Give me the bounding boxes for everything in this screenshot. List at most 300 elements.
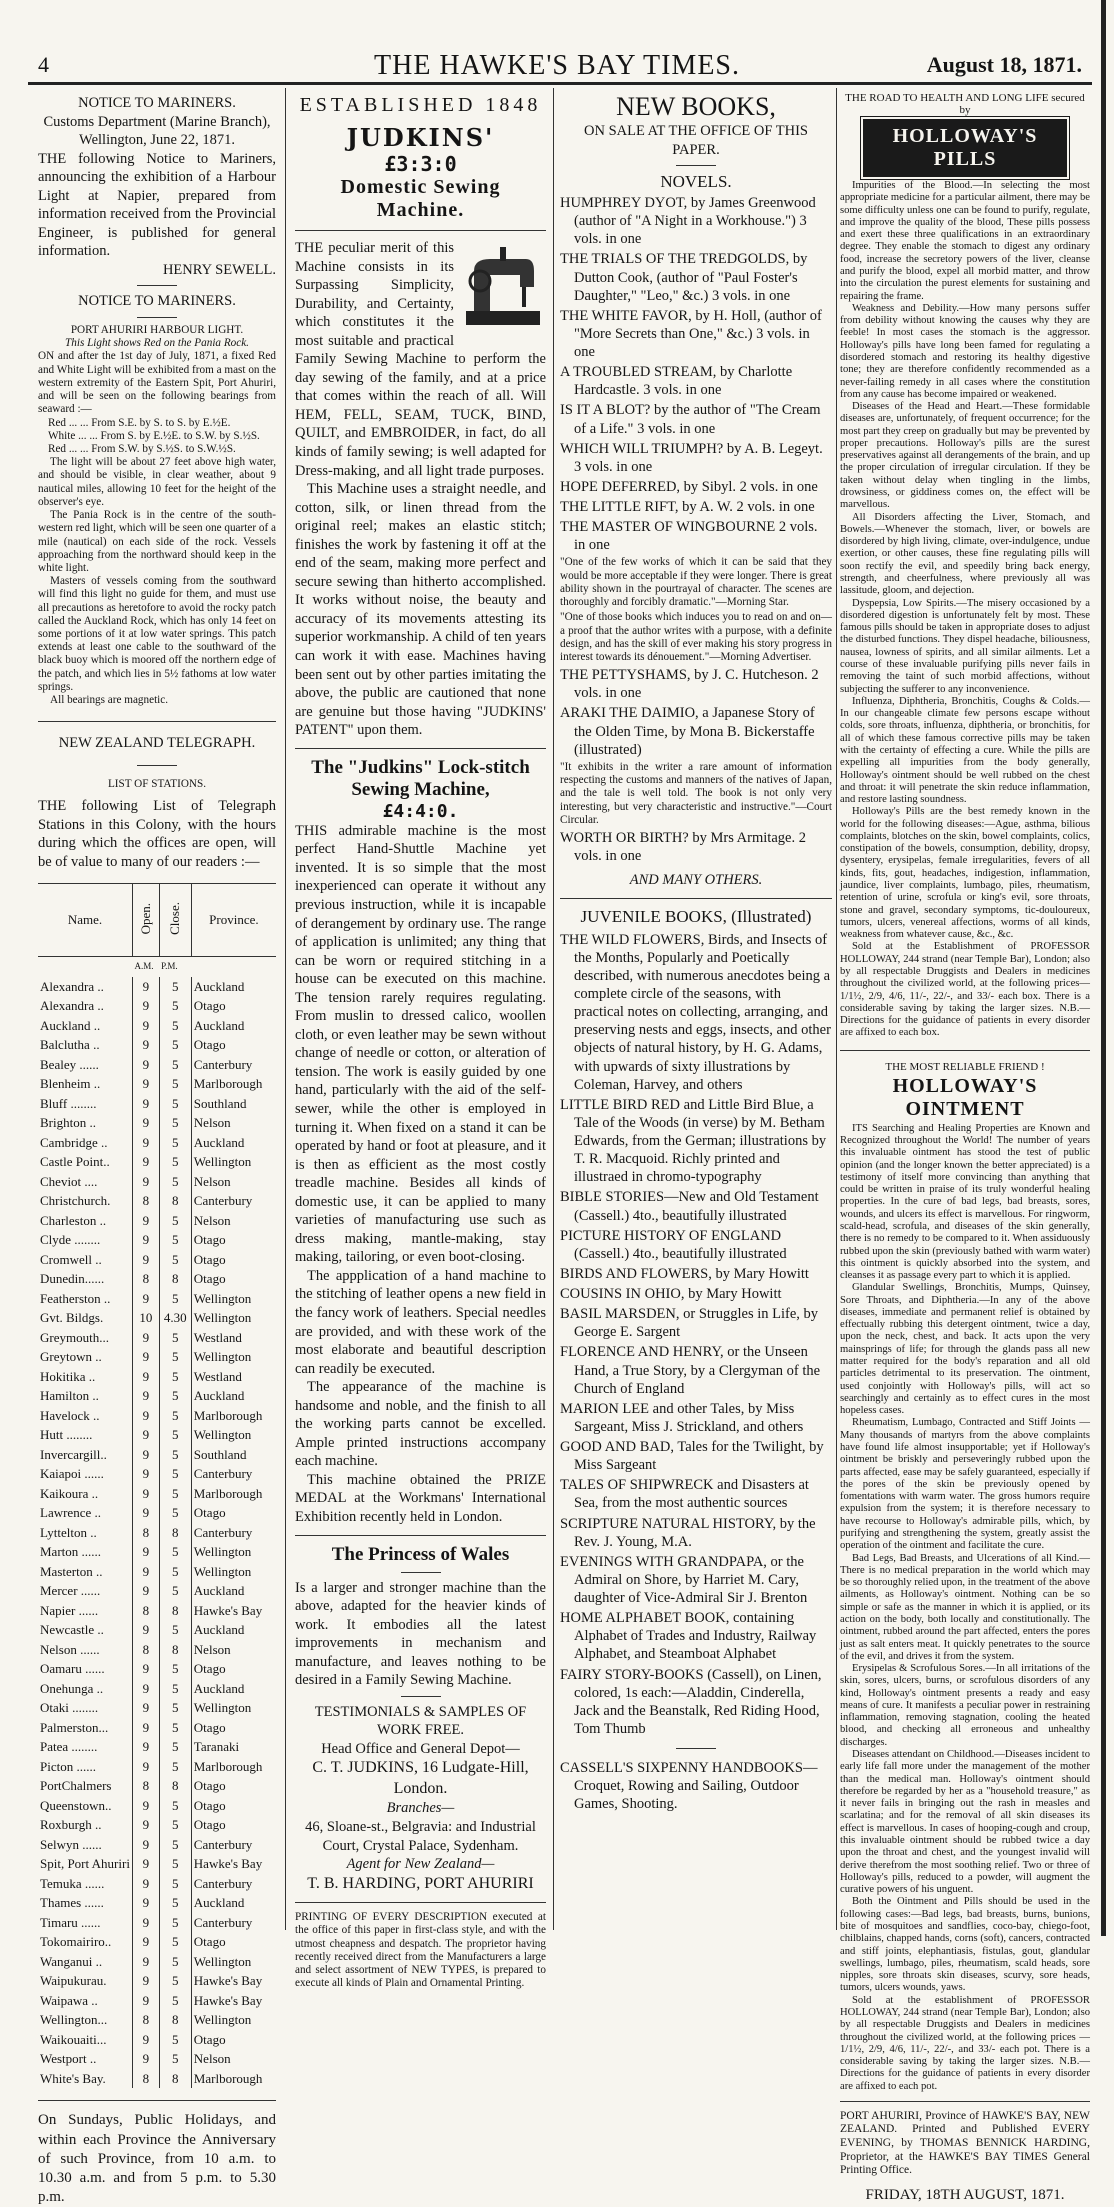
notice2-subtitle: PORT AHURIRI HARBOUR LIGHT. [70,324,244,337]
open-hour: 9 [133,1425,160,1445]
table-row [38,1133,276,1153]
close-hour: 5 [159,1133,191,1153]
close-hour: 5 [159,1796,191,1816]
province: Otago [191,1230,276,1250]
divider [295,1535,546,1536]
notice2-position: This Light shows Red on the Pania Rock. [65,337,249,350]
province: Southland [191,1094,276,1114]
table-row [38,1269,276,1289]
juvenile-item: LITTLE BIRD RED and Little Bird Blue, a Tale of the Woods (in verse) by M. Betham Edwards, from the German; illustrations by T. R. Macquoid. Richly printed and illustraed in chromo-typography [560,1096,827,1186]
juvenile-item: BIRDS AND FLOWERS, by Mary Howitt [560,1265,809,1282]
table-row [38,1776,276,1796]
station-name: Auckland .. [40,1017,101,1033]
divider [295,230,546,231]
station-name: Temuka ...... [40,1875,105,1891]
province: Auckland [191,1893,276,1913]
close-hour: 5 [159,1737,191,1757]
table-row [38,1952,276,1972]
close-hour: 5 [159,1074,191,1094]
open-hour: 10 [133,1308,160,1328]
juvenile-item: BASIL MARSDEN, or Struggles in Life, by George E. Sargent [560,1306,819,1341]
station-name: Hutt ........ [40,1427,93,1443]
masthead: THE HAWKE'S BAY TIMES. [374,50,740,81]
close-hour: 5 [159,1620,191,1640]
testimonials: TESTIMONIALS & SAMPLES OF WORK FREE. [314,1703,527,1739]
novel-item: THE LITTLE RIFT, by A. W. 2 vols. in one [560,499,815,516]
close-hour: 5 [159,1971,191,1991]
station-name: Marton ...... [40,1544,102,1560]
open-hour: 9 [133,1055,160,1075]
table-row [38,1971,276,1991]
cassell-handbooks: CASSELL'S SIXPENNY HANDBOOKS—Croquet, Rowing and Sailing, Outdoor Games, Shooting. [560,1760,818,1813]
close-hour: 5 [159,1445,191,1465]
close-hour: 5 [159,1464,191,1484]
review: "One of those books which induces you to read on and on—a proof that the author writes with a purpose, with a definite design, and has the skill of ever making his story progress in interest towards its dénouement."—Morning Advertiser. [560,611,832,663]
juvenile-list [560,931,832,1738]
station-name: Cambridge .. [40,1134,108,1150]
table-row [38,1737,276,1757]
station-table-units [38,957,276,977]
open-hour: 9 [133,1737,160,1757]
head-office: C. T. JUDKINS, 16 Ludgate-Hill, London. [312,1759,529,1797]
divider [38,2100,276,2101]
table-row [38,1679,276,1699]
station-name: Napier ...... [40,1602,99,1618]
open-hour: 9 [133,1250,160,1270]
station-name: Lyttelton .. [40,1524,97,1540]
table-row [38,1386,276,1406]
juvenile-item: HOME ALPHABET BOOK, containing Alphabet of Trades and Industry, Railway Alphabet, and Steamboat Alphabet [560,1610,817,1663]
domestic-body: THE peculiar merit of this Machine consists in its Surpassing Simplicity, Durability, and Certainty, which constitutes it the most suitable and practical Family Sewing Machine to perform the day sewing of the family, and at a price that comes within the reach of all. Will HEM, FELL, SEAM, TUCK, BIND, QUILT, and EMBROIDER, in fact, do all kinds of family sewing; is well adapted for Dress-making, and all light trade purposes. [295,240,546,479]
open-hour: 9 [133,1152,160,1172]
unit-cell [38,957,133,977]
province: Wellington [191,1289,276,1309]
ointment-paragraph: Sold at the establishment of PROFESSOR HOLLOWAY, 244 strand (near Temple Bar), London; also by all respectable Druggists and Dealers in medicines throughout the civilized world, at the following prices —1/1½, 2/9, 4/6, 11/-, 22/-, and 33/- each pot. There is a considerable saving by taking the larger sizes. N.B.—Directions for the guidance of patients in every disorder are affixed to each pot. [840,1994,1090,2092]
open-hour: 9 [133,1581,160,1601]
province: Marlborough [191,2069,276,2089]
close-hour: 5 [159,1893,191,1913]
divider [560,898,832,899]
column-rule [836,88,837,1930]
open-hour: 9 [133,1854,160,1874]
province: Wellington [191,1562,276,1582]
station-name: Alexandra .. [40,998,104,1014]
close-hour: 5 [159,1152,191,1172]
province: Otago [191,1035,276,1055]
province: Wellington [191,1698,276,1718]
close-hour: 5 [159,1932,191,1952]
province: Canterbury [191,1913,276,1933]
open-hour: 9 [133,1133,160,1153]
province: Otago [191,996,276,1016]
open-hour: 9 [133,1659,160,1679]
province: Wellington [191,1952,276,1972]
table-row [38,1172,276,1192]
notice2-title: NOTICE TO MARINERS. [78,293,236,310]
table-row [38,1620,276,1640]
table-row [38,1445,276,1465]
open-hour: 9 [133,1016,160,1036]
princess-body: Is a larger and stronger machine than the above, adapted for the heavier kinds of work. It embodies all the latest improvements in mechanism and manufacture, and leaves nothing to be desired in a Family Sewing Machine. [295,1579,546,1689]
station-name: Waipawa .. [40,1992,98,2008]
page-edge-rule [1101,0,1106,1936]
table-row [38,1562,276,1582]
many-others: AND MANY OTHERS. [629,872,763,889]
open-hour: 8 [133,1191,160,1211]
pills-paragraph: All Disorders affecting the Liver, Stomach, and Bowels.—Whenever the stomach, liver, or bowels are disordered by high living, climate, over-indulgence, undue exertion, or other causes, these fine regulating pills will soon rectify the evil, and speedily bring back energy, strength, and cheerfulness, where previously all was lassitude, gloom, and dejection. [840,511,1090,597]
column-rule [553,88,554,1930]
station-name: Spit, Port Ahuriri [40,1856,130,1872]
open-hour: 8 [133,2010,160,2030]
open-hour: 9 [133,1211,160,1231]
station-table [38,883,276,2088]
column-rule [285,88,286,1930]
ointment-banner: HOLLOWAY'S OINTMENT [892,1074,1038,1120]
table-row [38,1815,276,1835]
page-header [0,0,1114,80]
open-hour: 8 [133,1640,160,1660]
close-hour: 5 [159,1562,191,1582]
table-row [38,1425,276,1445]
close-hour: 5 [159,1113,191,1133]
station-rows [38,977,276,2089]
table-row [38,1913,276,1933]
station-name: Picton ...... [40,1758,96,1774]
open-hour: 9 [133,1796,160,1816]
station-name: Gvt. Bildgs. [40,1310,104,1326]
close-hour: 5 [159,1289,191,1309]
province: Wellington [191,1308,276,1328]
novel-item: THE MASTER OF WINGBOURNE 2 vols. in one [560,519,818,554]
station-name: Clyde ........ [40,1232,101,1248]
province: Taranaki [191,1737,276,1757]
close-hour: 5 [159,1406,191,1426]
province: Nelson [191,1211,276,1231]
table-row [38,1016,276,1036]
ointment-paragraph: Erysipelas & Scrofulous Sores.—In all irritations of the skin, sores, ulcers, burns, or scrofulous disorders of any kind, Holloway's ointment presents a ready and easy means of cure. It manifests a peculiar power in restraining inflammation, removing stagnation, cooling the heated blood, and checking all erroneous and unhealthy discharges. [840,1663,1090,1748]
open-hour: 9 [133,1289,160,1309]
table-row [38,1191,276,1211]
open-hour: 9 [133,1679,160,1699]
station-name: Selwyn ...... [40,1836,102,1852]
ointment-text [840,1123,1090,2093]
province: Auckland [191,1620,276,1640]
station-name: Tokomairiro.. [40,1934,112,1950]
ointment-paragraph: Both the Ointment and Pills should be used in the following cases:—Bad legs, bad breasts, burns, bunions, bite of mosquitoes and sandflies, coco-bay, chiego-foot, chilblains, chapped hands, corns (soft), cancers, contracted and stiff joints, elephantiasis, fistulas, gout, glandular swellings, lumbago, piles, rheumatism, scald heads, sore nipples, sore throats skin diseases, scurvy, sore heads, tumors, ulcers wounds, yaws. [840,1896,1090,1994]
telegraph-intro: THE following List of Telegraph Stations in this Colony, with the hours during which the offices are open, will be of value to many of our readers :— [38,798,276,870]
station-name: Balclutha .. [40,1037,100,1053]
province: Nelson [191,1113,276,1133]
station-name: Newcastle .. [40,1622,104,1638]
close-hour: 5 [159,1094,191,1114]
province: Otago [191,1796,276,1816]
table-row [38,1074,276,1094]
juvenile-item: FLORENCE AND HENRY, or the Unseen Hand, a True Story, by a Clergyman of the Church of England [560,1344,821,1397]
station-name: Kaikoura .. [40,1485,99,1501]
station-name: Castle Point.. [40,1154,110,1170]
open-hour: 9 [133,1172,160,1192]
open-hour: 9 [133,1484,160,1504]
pills-paragraph: Weakness and Debility.—How many persons suffer from debility without knowing the causes why they are feeble! In most cases the stomach is the aggressor. Holloway's pills have long been famed for regulating a disordered stomach and restoring its healthy digestive tone; they are therefore confidently recommended as a never-failing remedy in all cases where the constitution from any cause has become impaired or weakened. [840,302,1090,400]
province: Nelson [191,2049,276,2069]
table-row [38,1503,276,1523]
province: Nelson [191,1172,276,1192]
printing-notice: PRINTING OF EVERY DESCRIPTION executed at the office of this paper in first-class style, and with the utmost cheapness and despatch. The proprietor having recently received direct from the Manufacturers a large and select assortment of NEW TYPES, is prepared to execute all kinds of Plain and Ornamental Printing. [295,1911,546,1990]
province: Canterbury [191,1191,276,1211]
notice-title: NOTICE TO MARINERS. [78,95,236,111]
books-title: NEW BOOKS, [616,92,776,121]
station-name: Roxburgh .. [40,1817,102,1833]
juvenile-item: GOOD AND BAD, Tales for the Twilight, by Miss Sargeant [560,1439,824,1474]
station-name: Greytown .. [40,1349,102,1365]
close-hour: 5 [159,1425,191,1445]
close-hour: 5 [159,1815,191,1835]
telegraph-subtitle: LIST OF STATIONS. [107,777,207,790]
table-row [38,1328,276,1348]
open-hour: 9 [133,1542,160,1562]
price-lockstitch: £4:4:0. [382,800,459,822]
table-row [38,1796,276,1816]
close-hour: 5 [159,1484,191,1504]
ointment-paragraph: ITS Searching and Healing Properties are Known and Recognized throughout the World! The number of years this invaluable ointment has stood the test of public opinion (and the longer known the better appreciated) is a testimony of itself more convincing than anything that could be written in praise of its truly wonderful healing properties. In the cure of bad legs, bad breasts, sores, wounds, and ulcers its effect is marvellous. For ringworm, scald-head, scrofula, and diseases of the skin generally, there is no remedy to be compared to it. When assiduously rubbed upon the skin (previously bathed with warm water) this ointment is quickly absorbed into the system, and cleanses it as passage every part to which it is applied. [840,1122,1090,1282]
bearing: Red ... ... From S.W. by S.½S. to S.W.½S. [48,442,236,455]
open-hour: 9 [133,1367,160,1387]
table-row [38,1035,276,1055]
province: Auckland [191,1133,276,1153]
divider [295,1902,546,1903]
brand-name: JUDKINS' [346,123,495,152]
station-name: Cheviot .... [40,1173,98,1189]
province: Nelson [191,1640,276,1660]
table-row [38,1640,276,1660]
notice-signature: HENRY SEWELL. [162,261,276,278]
open-hour: 8 [133,1601,160,1621]
close-hour: 8 [159,2010,191,2030]
review: "It exhibits in the writer a rare amount of information respecting the customs and manners of the natives of Japan, and the tale is well told. The book is not only very interesting, but very characteristic and instructive."—Court Circular. [560,760,832,826]
close-hour: 8 [159,1776,191,1796]
close-hour: 5 [159,1250,191,1270]
open-hour: 9 [133,1815,160,1835]
juvenile-item: SCRIPTURE NATURAL HISTORY, by the Rev. J. Young, M.A. [560,1515,816,1550]
close-hour: 5 [159,1659,191,1679]
col-close: Close. [159,884,191,957]
close-hour: 8 [159,1640,191,1660]
close-hour: 5 [159,1698,191,1718]
province: Wellington [191,1542,276,1562]
station-name: Waikouaiti... [40,2031,107,2047]
juvenile-item: MARION LEE and other Tales, by Miss Sargeant, Miss J. Strickland, and others [560,1400,804,1435]
divider [401,1696,441,1697]
price-domestic: £3:3:0 [384,152,457,176]
notice-dept: Customs Department (Marine Branch), [43,113,271,130]
station-name: Patea ........ [40,1739,98,1755]
close-hour: 5 [159,1055,191,1075]
station-name: Mercer ...... [40,1583,101,1599]
pills-top-line: THE ROAD TO HEALTH AND LONG LIFE secured by [845,92,1085,116]
divider [840,1050,1090,1051]
ointment-top-line: THE MOST RELIABLE FRIEND ! [885,1060,1045,1073]
lockstitch-body: THIS admirable machine is the most perfect Hand-Shuttle Machine yet invented. It is so simple that the most inexperienced can operate it without any previous instruction, while it is incapable of derangement by ordinary use. The range of application is unlimited; any thing that can be worn or required stitching in a house can be executed on this machine. The tension rarely requires regulating. From muslin to dressed calico, woollen cloth, or even leather may be sewn without change of needle or cotton, or alteration of tension. The work is easily guided by one hand, particularly with the aid of the self-sewer, while the other is employed in turning it. When fixed on a stand it can be operated by hand or foot at pleasure, and it is then as efficient as the most costly treadle machine. Besides all kinds of domestic use, it can be applied to many varieties of manufacturing use such as dress making, mantle-making, stay making, tailoring, or even boot-closing. [295,822,546,1266]
open-hour: 9 [133,1952,160,1972]
station-name: White's Bay. [40,2070,106,2086]
divider [137,317,177,318]
province: Canterbury [191,1055,276,1075]
open-hour: 9 [133,1386,160,1406]
station-name: Nelson ...... [40,1641,100,1657]
close-hour: 5 [159,1835,191,1855]
province: Otago [191,1250,276,1270]
close-hour: 5 [159,1854,191,1874]
column-judkins-ad [295,90,546,1990]
station-name: Hokitika .. [40,1368,96,1384]
column-new-books [560,90,832,1936]
table-row [38,1698,276,1718]
notice2-para1: ON and after the 1st day of July, 1871, a fixed Red and White Light will be exhibited from a mast on the western extremity of the Eastern Spit, Port Ahuriri, and will be seen on the following bearings from seaward :— [38,350,276,416]
station-name: Westport .. [40,2051,97,2067]
table-row [38,1347,276,1367]
station-name: Onehunga .. [40,1680,104,1696]
divider [38,721,276,722]
province: Otago [191,1815,276,1835]
province: Canterbury [191,1464,276,1484]
imprint: PORT AHURIRI, Province of HAWKE'S BAY, NEW ZEALAND. Printed and Published EVERY EVENING, by THOMAS BENNICK HARDING, Proprietor, at the HAWKE'S BAY TIMES General Printing Office. [840,2109,1090,2177]
station-name: Thames ...... [40,1895,104,1911]
novel-item: ARAKI THE DAIMIO, a Japanese Story of the Olden Time, by Mona B. Bickerstaffe (illustrated) [560,705,815,758]
station-name: Oamaru ...... [40,1661,105,1677]
open-hour: 8 [133,1269,160,1289]
station-name: Cromwell .. [40,1251,102,1267]
pills-paragraph: Dyspepsia, Low Spirits.—The misery occasioned by a disordered digestion is unfortunately felt by most. These famous pills should be taken in appropriate doses to adjust the disturbed functions. They dispel headache, biliousness, nausea, lowness of spirits, and all similar ailments. Let a course of these invaluable purifying pills never fails in removing the taint of such morbid affections, without subjecting the sufferer to any inconvenience. [840,597,1090,695]
table-row [38,1308,276,1328]
province: Westland [191,1367,276,1387]
open-hour: 9 [133,1230,160,1250]
open-hour: 9 [133,1971,160,1991]
station-name: Dunedin...... [40,1271,105,1287]
station-name: Wanganui .. [40,1953,103,1969]
province: Hawke's Bay [191,1601,276,1621]
province: Auckland [191,1581,276,1601]
table-row [38,1991,276,2011]
open-hour: 8 [133,1776,160,1796]
head-office-label: Head Office and General Depot— [321,1740,520,1757]
product-lockstitch: The "Judkins" Lock-stitch Sewing Machine, [311,756,530,800]
open-hour: 8 [133,1523,160,1543]
province: Wellington [191,2010,276,2030]
province: Hawke's Bay [191,1991,276,2011]
close-hour: 5 [159,1016,191,1036]
province: Canterbury [191,1523,276,1543]
station-name: Hamilton .. [40,1388,99,1404]
station-name: Lawrence .. [40,1505,101,1521]
table-row [38,1113,276,1133]
table-row [38,2069,276,2089]
novels-list-3 [560,829,832,865]
novel-item: HUMPHREY DYOT, by James Greenwood (author of "A Night in a Workhouse.") 3 vols. in one [560,195,816,248]
close-hour: 5 [159,1874,191,1894]
close-hour: 5 [159,1581,191,1601]
novel-item: THE TRIALS OF THE TREDGOLDS, by Dutton Cook, (author of "Paul Foster's Daughter," "Leo," &c.) 3 vols. in one [560,251,808,304]
station-name: Timaru ...... [40,1914,101,1930]
table-row [38,2030,276,2050]
column-notices-telegraph [38,90,276,2206]
close-hour: 5 [159,2049,191,2069]
open-hour: 9 [133,1932,160,1952]
novel-item: HOPE DEFERRED, by Sibyl. 2 vols. in one [560,478,818,495]
open-hour: 9 [133,1113,160,1133]
close-hour: 5 [159,1503,191,1523]
station-name: Queenstown.. [40,1797,112,1813]
close-hour: 4.30 [159,1308,191,1328]
table-row [38,1718,276,1738]
province: Auckland [191,1679,276,1699]
review: "One of the few works of which it can be said that they would be more acceptable if they were longer. There is great ability shown in the pourtrayal of character. The scenes are thoroughly and forcibly dramatic."—Morning Star. [560,556,832,609]
unit-cell: P.M. [161,961,178,972]
province: Hawke's Bay [191,1854,276,1874]
divider [676,1748,716,1749]
juvenile-heading: JUVENILE BOOKS, (Illustrated) [580,906,812,926]
telegraph-title: NEW ZEALAND TELEGRAPH. [58,735,256,752]
province: Southland [191,1445,276,1465]
open-hour: 9 [133,2049,160,2069]
station-name: Bealey ...... [40,1056,99,1072]
juvenile-item: FAIRY STORY-BOOKS (Cassell), on Linen, colored, 1s each:—Aladdin, Cinderella, Jack and the Beanstalk, Red Riding Hood, Tom Thumb [560,1666,822,1737]
province: Marlborough [191,1484,276,1504]
table-row [38,1932,276,1952]
pills-paragraph: Impurities of the Blood.—In selecting the most appropriate medicine for a particular ailment, there may be some difficulty unless one can be found to purify, regulate, and improve the quality of the blood, These pills possess and exert these three qualifications in an extraordinary degree. They enable the stomach to digest any ordinary food, increase the secretory powers of the liver, cleanse and purify the blood, expel all morbid matter, and throw into the circulation the purest elements for sustaining and repairing the frame. [840,180,1090,302]
juvenile-item: COUSINS IN OHIO, by Mary Howitt [560,1286,782,1303]
close-hour: 5 [159,1718,191,1738]
close-hour: 5 [159,1367,191,1387]
table-row [38,1542,276,1562]
open-hour: 9 [133,1718,160,1738]
branches: 46, Sloane-st., Belgravia: and Industrial Court, Crystal Palace, Sydenham. [305,1818,536,1854]
product-domestic: Domestic Sewing Machine. [340,176,501,221]
table-row [38,1152,276,1172]
table-row [38,1757,276,1777]
col-province: Province. [191,884,276,957]
close-hour: 5 [159,1035,191,1055]
province: Otago [191,1718,276,1738]
top-rule [28,82,1092,85]
open-hour: 9 [133,1991,160,2011]
province: Wellington [191,1347,276,1367]
juvenile-item: THE WILD FLOWERS, Birds, and Insects of the Months, Popularly and Poetically described, with numerous anecdotes being a complete circle of the seasons, with practical notes on collecting, arranging, and preserving nests and eggs, insects, and other objects of natural history, by H. G. Adams, with upwards of sixty illustrations by Coleman, Harvey, and others [560,931,831,1093]
province: Otago [191,1659,276,1679]
bearing: White ... ... From S. by E.½E. to S.W. by S.½S. [48,429,260,442]
pills-paragraph: Influenza, Diphtheria, Bronchitis, Coughs & Colds.—In our changeable climate few persons escape without colds, sore throats, influenza, diphtheria, or bronchitis, for all of which these famous corrective pills may be taken with the certainty of effecting a cure. While the pills are expelling all impurities from the body generally, Holloway's ointment should be well rubbed on the chest and throat: it will penetrate the skin reduce inflammation, and restore lasting soundness. [840,695,1090,806]
station-name: Kaiapoi ...... [40,1466,104,1482]
province: Hawke's Bay [191,1971,276,1991]
agent-label: Agent for New Zealand— [346,1856,495,1873]
ointment-paragraph: Glandular Swellings, Bronchitis, Mumps, Quinsey, Sore Throats, and Diphtheria.—In any of the above diseases, immediate and permanent relief is obtained by effectually rubbing this detergent ointment, twice a day, upon the neck, chest, and back. It acts upon the very mainsprings of life; for through the glands pass all new matter required for the body's reparation and all old particles detrimental to its preservation. The ointment, used conjointly with Holloway's pills, will act so searchingly and certainly as to effect cures in the most hopeless cases. [840,1282,1090,1417]
agent: T. B. HARDING, PORT AHURIRI [307,1874,534,1892]
col-name: Name. [38,884,133,957]
divider [137,285,177,286]
open-hour: 9 [133,1406,160,1426]
open-hour: 9 [133,1445,160,1465]
province: Marlborough [191,1406,276,1426]
open-hour: 9 [133,1464,160,1484]
station-name: Alexandra .. [40,978,104,994]
table-row [38,1854,276,1874]
close-hour: 5 [159,1230,191,1250]
close-hour: 8 [159,1191,191,1211]
table-row [38,977,276,997]
close-hour: 5 [159,1542,191,1562]
open-hour: 9 [133,1328,160,1348]
open-hour: 9 [133,1562,160,1582]
notice2-para2: The light will be about 27 feet above high water, and should be visible, in clear weather, about 9 nautical miles, allowing 10 feet for the height of the observer's eye. [38,456,276,508]
